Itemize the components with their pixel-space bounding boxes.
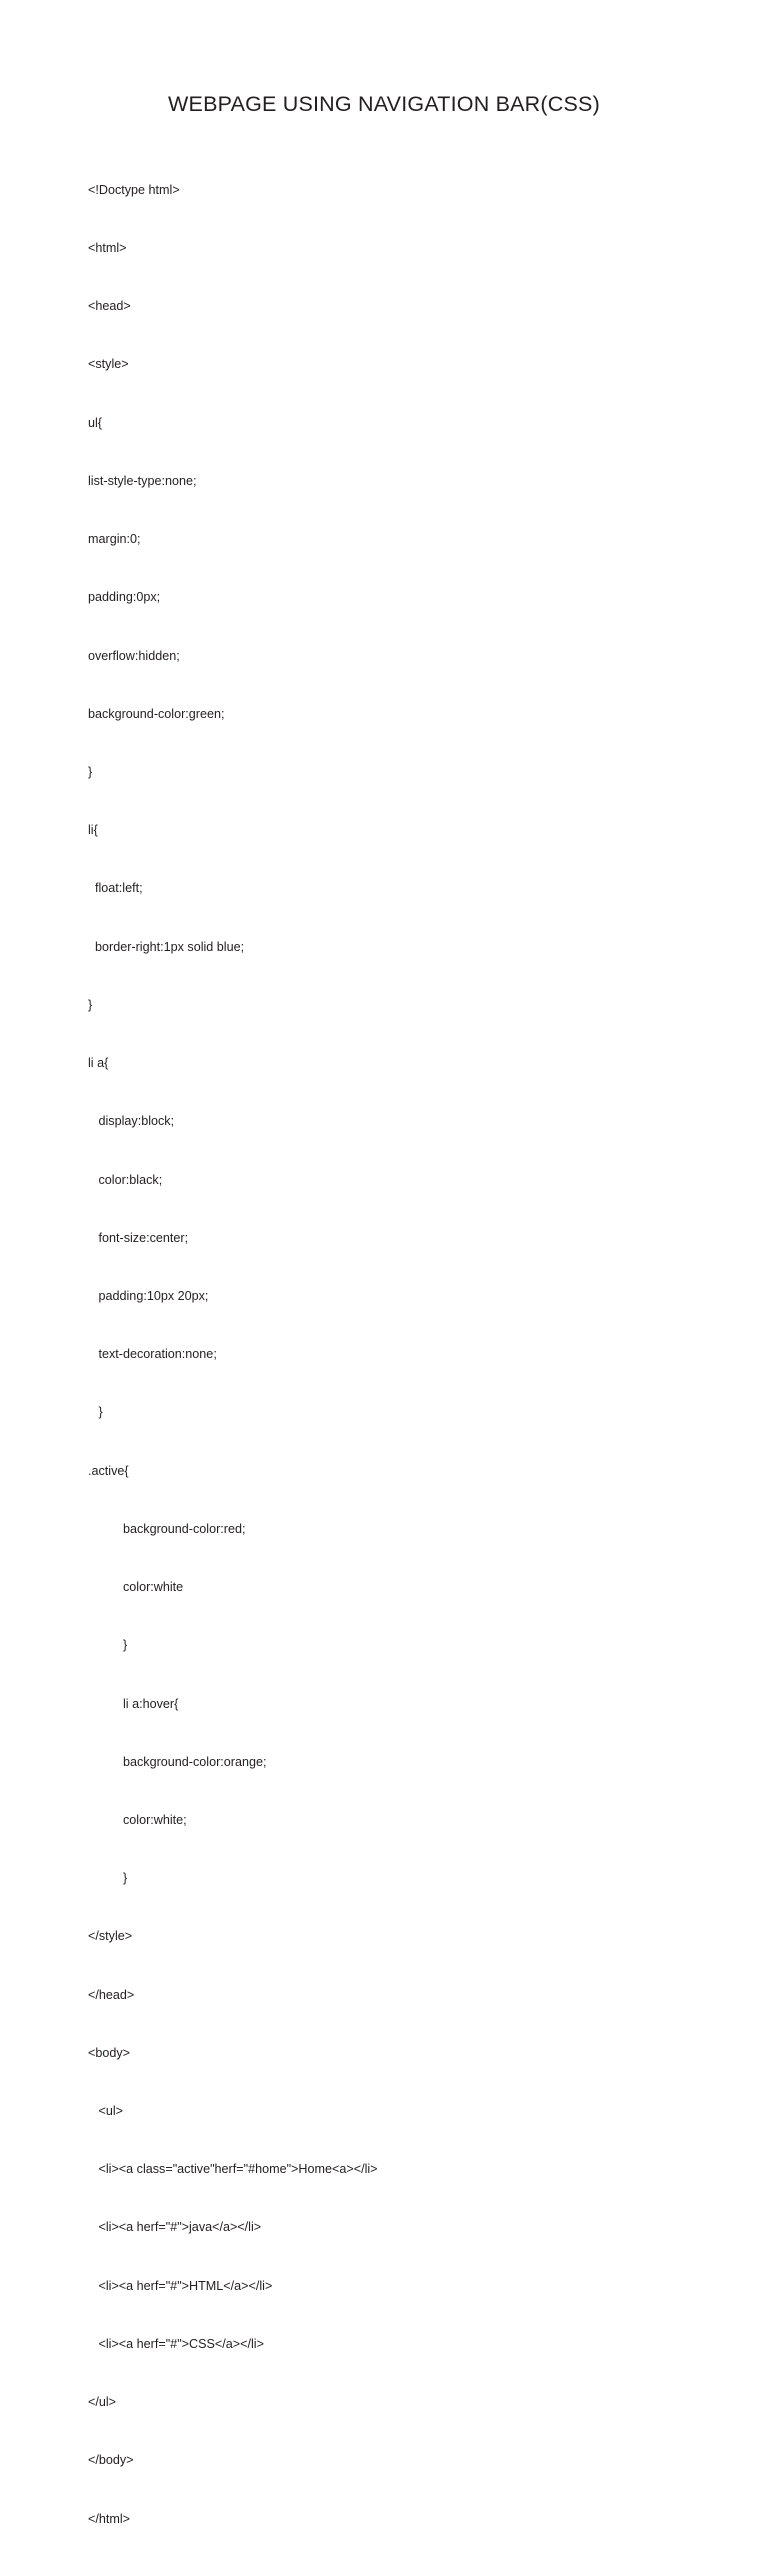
code-line: <li><a class="active"herf="#home">Home<a></li> (88, 2162, 378, 2177)
code-line: <head> (88, 299, 131, 314)
code-line: li{ (88, 823, 98, 838)
code-line: border-right:1px solid blue; (88, 939, 245, 954)
code-line: color:black; (88, 1172, 163, 1187)
code-line: margin:0; (88, 532, 141, 547)
code-line: <!Doctype html> (88, 182, 180, 197)
code-line: .active{ (88, 1463, 129, 1478)
code-line: color:white (88, 1580, 184, 1595)
page-title: WEBPAGE USING NAVIGATION BAR(CSS) (168, 92, 600, 116)
code-line: } (88, 1405, 103, 1420)
code-line: background-color:red; (88, 1521, 246, 1536)
code-line: ul{ (88, 415, 103, 430)
code-line: background-color:orange; (88, 1754, 267, 1769)
code-line: font-size:center; (88, 1230, 189, 1245)
code-line: li a:hover{ (88, 1696, 179, 1711)
code-line: } (88, 997, 93, 1012)
code-line: <style> (88, 357, 129, 372)
code-line: float:left; (88, 881, 143, 896)
code-line: background-color:green; (88, 706, 225, 721)
code-line: padding:10px 20px; (88, 1288, 209, 1303)
code-line: </head> (88, 1987, 135, 2002)
code-line: </ul> (88, 2395, 117, 2410)
code-listing (88, 142, 708, 2568)
code-line: <html> (88, 241, 127, 256)
code-line: <ul> (88, 2104, 124, 2119)
code-line: color:white; (88, 1812, 187, 1827)
code-line: </body> (88, 2453, 134, 2468)
code-line: <li><a herf="#">CSS</a></li> (88, 2336, 264, 2351)
code-line: </html> (88, 2511, 130, 2526)
code-line: padding:0px; (88, 590, 161, 605)
code-line: </style> (88, 1929, 133, 1944)
code-line: <li><a herf="#">HTML</a></li> (88, 2278, 273, 2293)
code-line: list-style-type:none; (88, 473, 197, 488)
code-line: display:block; (88, 1114, 175, 1129)
code-line: } (88, 765, 93, 779)
code-line: <body> (88, 2045, 131, 2060)
code-line: <li><a herf="#">java</a></li> (88, 2220, 262, 2235)
code-line: } (88, 1871, 128, 1886)
code-line: overflow:hidden; (88, 648, 180, 663)
code-line: text-decoration:none; (88, 1347, 217, 1362)
code-line: li a{ (88, 1056, 109, 1071)
code-line: } (88, 1638, 128, 1653)
